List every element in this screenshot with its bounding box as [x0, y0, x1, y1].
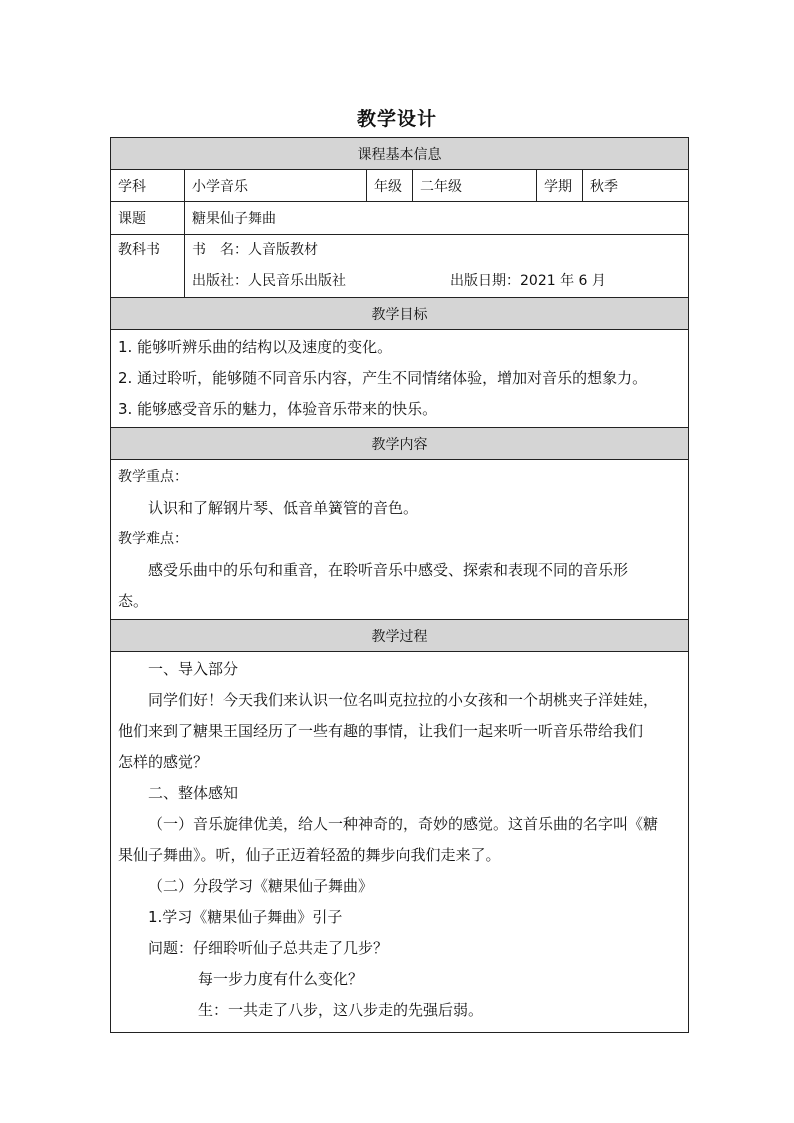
- process-line: （一）音乐旋律优美，给人一种神奇的，奇妙的感觉。这首乐曲的名字叫《糖: [148, 815, 659, 833]
- process-line: 每一步力度有什么变化？: [198, 970, 364, 988]
- textbook-label: [111, 235, 185, 298]
- key-point-label: 教学重点：: [118, 469, 188, 485]
- section-header-objectives: 教学目标: [111, 298, 689, 330]
- book-name: 书 名：人音版教材: [192, 242, 318, 258]
- objectives-body: [111, 330, 689, 428]
- textbook-label-text: 教科书: [118, 242, 160, 258]
- textbook-info: [185, 235, 689, 298]
- lesson-plan-table: [110, 137, 689, 1033]
- grade-value: 二年级: [413, 170, 537, 202]
- objective-item: 2. 通过聆听，能够随不同音乐内容，产生不同情绪体验，增加对音乐的想象力。: [118, 369, 648, 387]
- publisher: 出版社：人民音乐出版社: [192, 273, 346, 289]
- term-label: 学期: [537, 170, 583, 202]
- process-line: 生：一共走了八步，这八步走的先强后弱。: [198, 1001, 484, 1019]
- process-line: 问题：仔细聆听仙子总共走了几步？: [148, 939, 389, 957]
- process-line: 二、整体感知: [148, 784, 239, 802]
- publisher-row: [192, 266, 681, 297]
- section-header-content: 教学内容: [111, 428, 689, 460]
- grade-label: 年级: [367, 170, 413, 202]
- section-header-process: 教学过程: [111, 620, 689, 652]
- term-value: 秋季: [583, 170, 689, 202]
- difficulty-label: 教学难点：: [118, 531, 188, 547]
- process-body: [111, 652, 689, 1033]
- page-title: 教学设计: [356, 108, 437, 130]
- process-line: 他们来到了糖果王国经历了一些有趣的事情，让我们一起来听一听音乐带给我们: [118, 722, 644, 740]
- objective-item: 1. 能够听辨乐曲的结构以及速度的变化。: [118, 338, 393, 356]
- subject-label: 学科: [111, 170, 185, 202]
- difficulty-text: 感受乐曲中的乐句和重音，在聆听音乐中感受、探索和表现不同的音乐形: [148, 561, 629, 579]
- lesson-value: 糖果仙子舞曲: [185, 202, 689, 235]
- objective-item: 3. 能够感受音乐的魅力，体验音乐带来的快乐。: [118, 400, 438, 418]
- subject-value: 小学音乐: [185, 170, 367, 202]
- process-line: 怎样的感觉？: [118, 753, 209, 771]
- process-line: 1.学习《糖果仙子舞曲》引子: [148, 908, 343, 926]
- content-body: [111, 460, 689, 620]
- section-header-basic-info: 课程基本信息: [111, 138, 689, 170]
- process-line: （二）分段学习《糖果仙子舞曲》: [148, 877, 374, 895]
- process-line: 果仙子舞曲》。听，仙子正迈着轻盈的舞步向我们走来了。: [118, 846, 501, 864]
- process-line: 一、导入部分: [148, 660, 239, 678]
- difficulty-text-cont: 态。: [118, 592, 149, 610]
- lesson-label: 课题: [111, 202, 185, 235]
- key-point-text: 认识和了解钢片琴、低音单簧管的音色。: [148, 499, 419, 517]
- publication-date: 出版日期：2021 年 6 月: [450, 273, 606, 289]
- process-line: 同学们好！今天我们来认识一位名叫克拉拉的小女孩和一个胡桃夹子洋娃娃，: [148, 691, 659, 709]
